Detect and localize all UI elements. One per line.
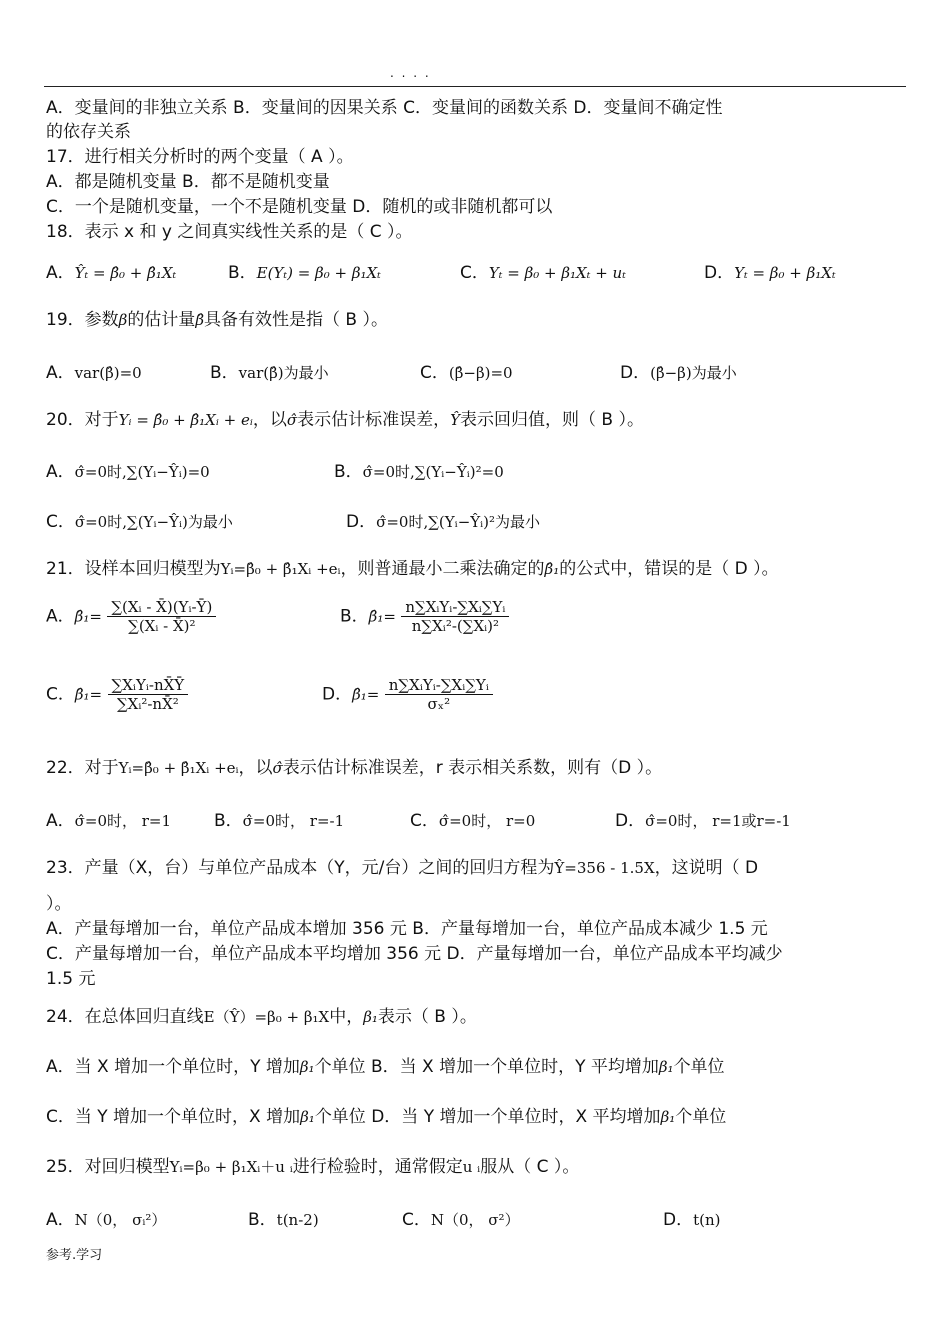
q22-stem: 22．对于Yᵢ=β̂₀ + β̂₁Xᵢ +eᵢ，以σ̂表示估计标准误差，r 表示相关系数，则有（D ）。 bbox=[46, 758, 663, 778]
q22-option-c: C．σ̂=0时， r=0 bbox=[410, 811, 536, 831]
q21-stem: 21．设样本回归模型为Yᵢ=β̂₀ + β̂₁Xᵢ +eᵢ，则普通最小二乘法确定的β̂₁的公式中，错误的是（ D ）。 bbox=[46, 559, 779, 579]
q18-option-b: B．E(Yₜ) = β₀ + β₁Xₜ bbox=[228, 263, 381, 283]
q20-option-b: B．σ̂=0时,∑(Yᵢ−Ŷᵢ)²=0 bbox=[334, 462, 504, 482]
q19-option-b: B．var(β̂)为最小 bbox=[210, 363, 329, 383]
q19-option-c: C．(β̂−β)=0 bbox=[420, 363, 513, 383]
page-footer: 参考.学习 bbox=[46, 1248, 103, 1263]
q16-options-cont: 的依存关系 bbox=[46, 122, 131, 142]
header-dots: . . . . bbox=[390, 66, 431, 80]
q25-option-b: B．t(n-2) bbox=[248, 1210, 319, 1230]
q21-b-fraction: $\frac{\text{n∑XᵢYᵢ-∑Xᵢ∑Yᵢ}}{\text{n∑Xᵢ²-(∑Xᵢ)²}}$ bbox=[401, 598, 509, 635]
q18-stem: 18．表示 x 和 y 之间真实线性关系的是（ C ）。 bbox=[46, 222, 413, 242]
q21-option-b: B．β̂₁= $\frac{\text{n∑XᵢYᵢ-∑Xᵢ∑Yᵢ}}{\text{n∑Xᵢ²-(∑Xᵢ)²}}$ bbox=[340, 598, 509, 635]
q17-stem: 17．进行相关分析时的两个变量（ A ）。 bbox=[46, 147, 354, 167]
q19-stem: 19．参数β的估计量β̂具备有效性是指（ B ）。 bbox=[46, 310, 388, 330]
q20-option-d: D．σ̂=0时,∑(Yᵢ−Ŷᵢ)²为最小 bbox=[346, 512, 541, 532]
q20-stem: 20．对于Yᵢ = β̂₀ + β̂₁Xᵢ + eᵢ，以σ̂表示估计标准误差，Ŷ表示回归值，则（ B ）。 bbox=[46, 410, 644, 430]
q21-option-c: C．β̂₁= $\frac{\text{∑XᵢYᵢ-nX̄Ȳ}}{\text{∑Xᵢ²-nX̄²}}$ bbox=[46, 676, 188, 713]
q24-options-cd: C．当 Y 增加一个单位时，X 增加β₁个单位 D．当 Y 增加一个单位时，X 平均增加β₁个单位 bbox=[46, 1107, 727, 1127]
q19-option-d: D．(β̂−β)为最小 bbox=[620, 363, 737, 383]
q18-option-d: D．Yₜ = β₀ + β₁Xₜ bbox=[704, 263, 836, 283]
q25-option-c: C．N（0， σ²） bbox=[402, 1210, 520, 1230]
q23-options-cd: C．产量每增加一台，单位产品成本平均增加 356 元 D．产量每增加一台，单位产品成本平均减少 bbox=[46, 944, 783, 964]
q20-option-a: A．σ̂=0时,∑(Yᵢ−Ŷᵢ)=0 bbox=[46, 462, 210, 482]
q23-options-ab: A．产量每增加一台，单位产品成本增加 356 元 B．产量每增加一台，单位产品成本减少 1.5 元 bbox=[46, 919, 768, 939]
q24-stem: 24．在总体回归直线E（Ŷ）=β₀ + β₁X中，β₁表示（ B ）。 bbox=[46, 1007, 477, 1027]
q23-options-d-cont: 1.5 元 bbox=[46, 969, 96, 989]
q18-option-a: A．Ŷₜ = β̂₀ + β̂₁Xₜ bbox=[46, 263, 177, 283]
q18-option-c: C．Yₜ = β₀ + β₁Xₜ + uₜ bbox=[460, 263, 626, 283]
q21-option-a: A．β̂₁= $\frac{\text{∑(Xᵢ - X̄)(Yᵢ-Ȳ)}}{\text{∑(Xᵢ - X̄)²}}$ bbox=[46, 598, 216, 635]
q23-stem-cont: ）。 bbox=[46, 894, 72, 914]
q24-options-ab: A．当 X 增加一个单位时，Y 增加β₁个单位 B．当 X 增加一个单位时，Y 平均增加β₁个单位 bbox=[46, 1057, 725, 1077]
q21-c-fraction: $\frac{\text{∑XᵢYᵢ-nX̄Ȳ}}{\text{∑Xᵢ²-nX̄²}}$ bbox=[108, 676, 189, 713]
q25-option-a: A．N（0， σᵢ²） bbox=[46, 1210, 167, 1230]
q22-option-b: B．σ̂=0时， r=-1 bbox=[214, 811, 345, 831]
q17-options-cd: C．一个是随机变量，一个不是随机变量 D．随机的或非随机都可以 bbox=[46, 197, 553, 217]
q22-option-a: A．σ̂=0时， r=1 bbox=[46, 811, 172, 831]
q17-options-ab: A．都是随机变量 B．都不是随机变量 bbox=[46, 172, 330, 192]
q19-option-a: A．var(β̂)=0 bbox=[46, 363, 142, 383]
q21-d-fraction: $\frac{\text{n∑XᵢYᵢ-∑Xᵢ∑Yᵢ}}{\text{σₓ²}}$ bbox=[385, 676, 493, 713]
q23-stem: 23．产量（X，台）与单位产品成本（Y，元/台）之间的回归方程为Ŷ=356 - 1.5X，这说明（ D bbox=[46, 858, 759, 878]
q20-option-c: C．σ̂=0时,∑(Yᵢ−Ŷᵢ)为最小 bbox=[46, 512, 233, 532]
q16-options: A．变量间的非独立关系 B．变量间的因果关系 C．变量间的函数关系 D．变量间不确定性 bbox=[46, 98, 723, 118]
q25-option-d: D．t(n) bbox=[663, 1210, 721, 1230]
q21-a-fraction: $\frac{\text{∑(Xᵢ - X̄)(Yᵢ-Ȳ)}}{\text{∑(Xᵢ - X̄)²}}$ bbox=[107, 598, 216, 635]
header-rule bbox=[44, 86, 906, 87]
q21-option-d: D．β̂₁= $\frac{\text{n∑XᵢYᵢ-∑Xᵢ∑Yᵢ}}{\text{σₓ²}}$ bbox=[322, 676, 493, 713]
q22-option-d: D．σ̂=0时， r=1或r=-1 bbox=[615, 811, 791, 831]
q25-stem: 25．对回归模型Yᵢ=β₀ + β₁Xᵢ＋u ᵢ进行检验时，通常假定u ᵢ服从（ C ）。 bbox=[46, 1157, 580, 1177]
